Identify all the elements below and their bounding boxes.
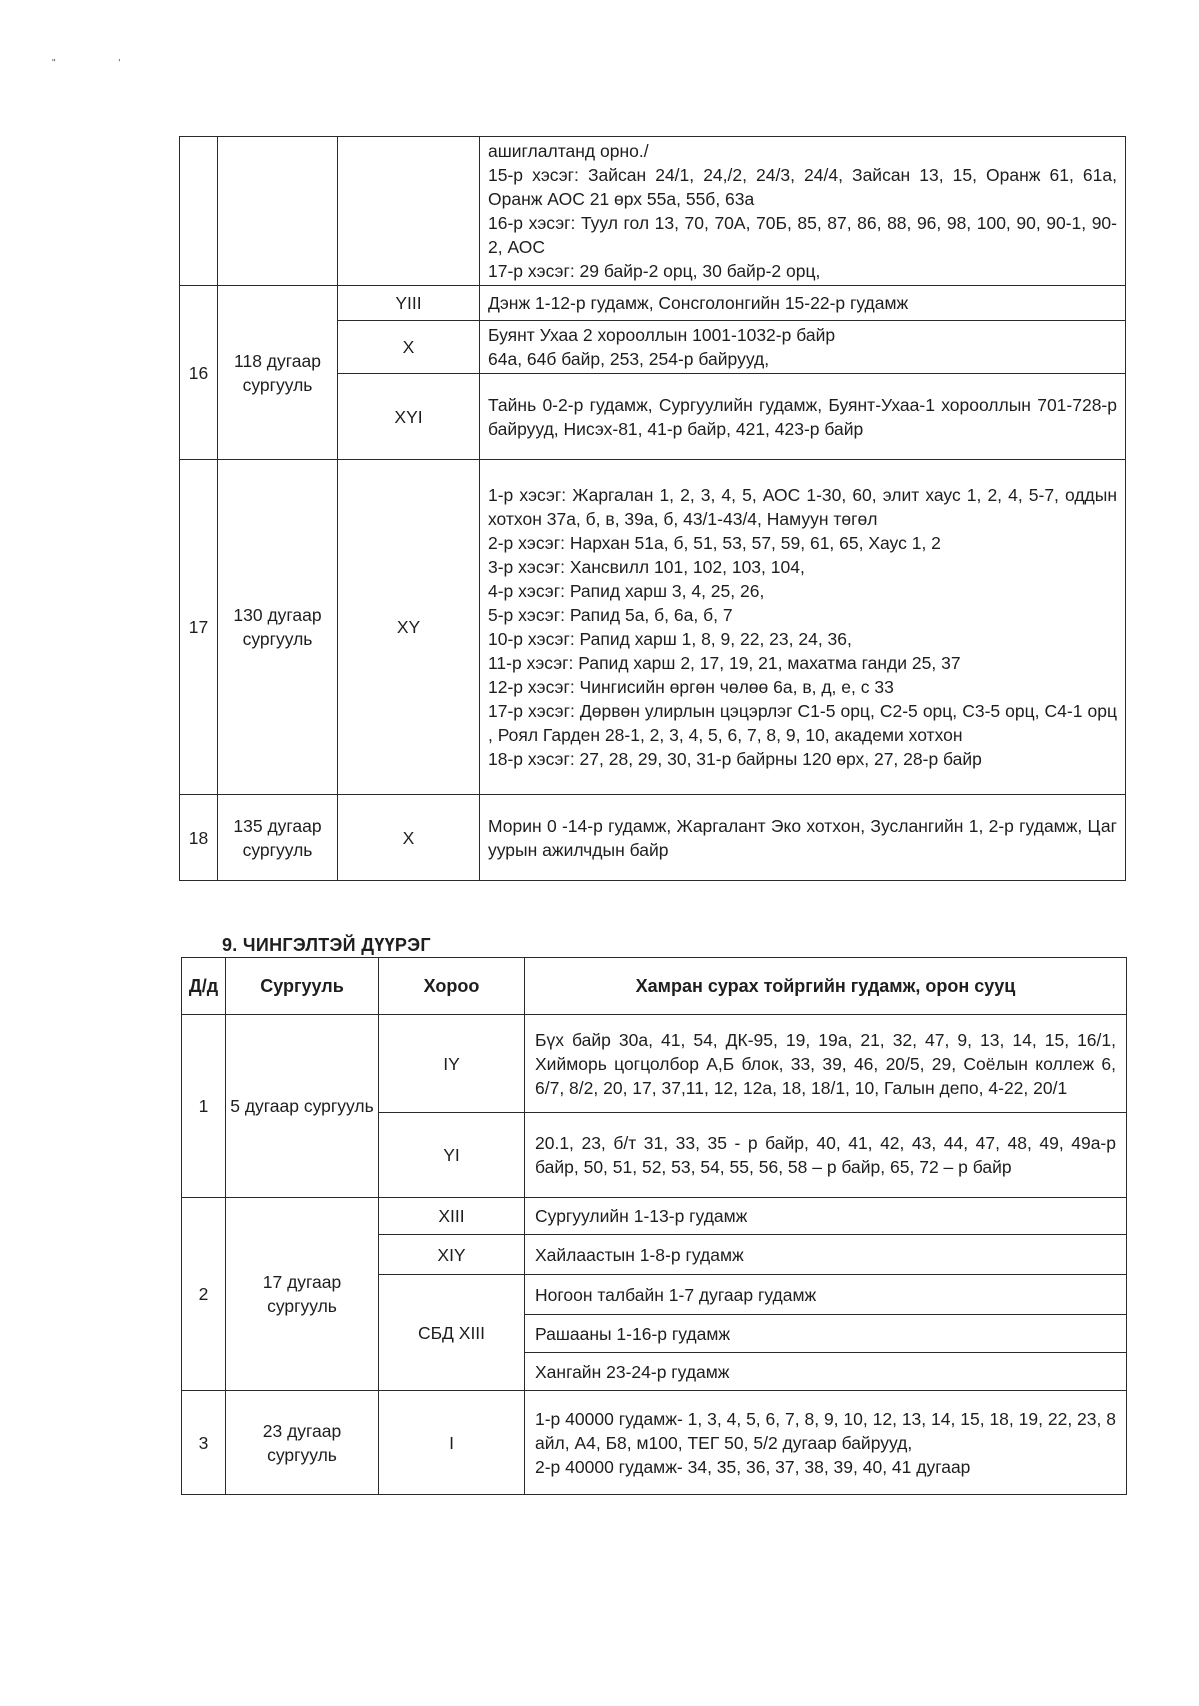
scan-mark: ": [52, 58, 56, 69]
address-cell: Сургуулийн 1-13-р гудамж: [525, 1198, 1127, 1235]
address-cell: Рашааны 1-16-р гудамж: [525, 1315, 1127, 1353]
address-cell: [480, 137, 1126, 286]
khoroo-cell: [338, 137, 480, 286]
scan-marks: [52, 58, 180, 69]
address-cell: Хангайн 23-24-р гудамж: [525, 1353, 1127, 1391]
khoroo: X: [338, 795, 480, 881]
address-line: 1-р 40000 гудамж- 1, 3, 4, 5, 6, 7, 8, 9, 10, 12, 13, 14, 15, 18, 19, 22, 23, 8 айл, А4, Б8, м100, ТЕГ 50, 5/2 дугаар байрууд,: [535, 1408, 1116, 1453]
header-row: [182, 958, 1127, 1015]
khoroo: XYI: [338, 374, 480, 460]
address-line: 4-р хэсэг: Рапид харш 3, 4, 25, 26,: [488, 581, 765, 601]
address-cell: [480, 460, 1126, 795]
header-address: Хамран сурах тойргийн гудамж, орон сууц: [525, 958, 1127, 1015]
address-cell: [525, 1391, 1127, 1495]
address-line: 64а, 64б байр, 253, 254-р байрууд,: [488, 349, 770, 369]
khoroo: XIY: [379, 1235, 525, 1275]
address-line: 11-р хэсэг: Рапид харш 2, 17, 19, 21, махатма ганди 25, 37: [488, 653, 961, 673]
khoroo: IY: [379, 1015, 525, 1113]
table-row: [182, 1198, 1127, 1235]
khoroo: X: [338, 321, 480, 374]
school-districts-table-chingeltei: [181, 957, 1127, 1495]
header-num: Д/д: [182, 958, 226, 1015]
khoroo: XIII: [379, 1198, 525, 1235]
address-line: ашиглалтанд орно./: [488, 141, 649, 161]
address-line: Буянт Ухаа 2 хорооллын 1001-1032-р байр: [488, 325, 836, 345]
address-line: 12-р хэсэг: Чингисийн өргөн чөлөө 6а, в, д, е, с 33: [488, 677, 894, 697]
school-name: 118 дугаар сургууль: [218, 286, 338, 460]
table-row: [180, 795, 1126, 881]
khoroo: YI: [379, 1113, 525, 1198]
row-number: 2: [182, 1198, 226, 1391]
address-line: 3-р хэсэг: Хансвилл 101, 102, 103, 104,: [488, 557, 805, 577]
school-districts-table-khan-uul: [179, 136, 1126, 881]
address-line: 2-р хэсэг: Нархан 51а, б, 51, 53, 57, 59, 61, 65, Хаус 1, 2: [488, 533, 941, 553]
row-number: 3: [182, 1391, 226, 1495]
school-name: 135 дугаар сургууль: [218, 795, 338, 881]
address-cell: Дэнж 1-12-р гудамж, Сонсголонгийн 15-22-р гудамж: [480, 286, 1126, 321]
address-cell: [480, 321, 1126, 374]
address-line: 15-р хэсэг: Зайсан 24/1, 24,/2, 24/3, 24/4, Зайсан 13, 15, Оранж 61, 61а, Оранж АОС 21 өрх 55а, 55б, 63а: [488, 165, 1117, 209]
school-name: 5 дугаар сургууль: [226, 1015, 379, 1198]
address-cell: Хайлаастын 1-8-р гудамж: [525, 1235, 1127, 1275]
school-name: 17 дугаар сургууль: [226, 1198, 379, 1391]
section-title: 9. ЧИНГЭЛТЭЙ ДҮҮРЭГ: [222, 935, 431, 955]
header-khoroo: Хороо: [379, 958, 525, 1015]
school-name: 130 дугаар сургууль: [218, 460, 338, 795]
address-line: 1-р хэсэг: Жаргалан 1, 2, 3, 4, 5, АОС 1-30, 60, элит хаус 1, 2, 4, 5-7, оддын хотхон 37а, б, в, 39а, б, 43/1-43/4, Намуун төгөл: [488, 485, 1117, 529]
row-number: 1: [182, 1015, 226, 1198]
scan-mark: ': [118, 58, 121, 69]
school-cell: [218, 137, 338, 286]
table-row: [182, 1015, 1127, 1113]
address-cell: Морин 0 -14-р гудамж, Жаргалант Эко хотхон, Зуслангийн 1, 2-р гудамж, Цаг уурын ажилчдын байр: [480, 795, 1126, 881]
address-line: 5-р хэсэг: Рапид 5а, б, 6а, б, 7: [488, 605, 733, 625]
num-cell: [180, 137, 218, 286]
table-row: [182, 1391, 1127, 1495]
row-number: 18: [180, 795, 218, 881]
address-line: 10-р хэсэг: Рапид харш 1, 8, 9, 22, 23, 24, 36,: [488, 629, 852, 649]
table-row: [180, 460, 1126, 795]
row-number: 16: [180, 286, 218, 460]
khoroo: I: [379, 1391, 525, 1495]
address-line: 17-р хэсэг: 29 байр-2 орц, 30 байр-2 орц,: [488, 261, 821, 281]
address-cell: Бүх байр 30а, 41, 54, ДК-95, 19, 19а, 21, 32, 47, 9, 13, 14, 15, 16/1, Хийморь цогцолбор А,Б блок, 33, 39, 46, 20/5, 29, Соёлын коллеж 6, 6/7, 8/2, 20, 17, 37,11, 12, 12а, 18, 18/1, 10, Галын депо, 4-22, 20/1: [525, 1015, 1127, 1113]
row-number: 17: [180, 460, 218, 795]
address-cell: Тайнь 0-2-р гудамж, Сургуулийн гудамж, Буянт-Ухаа-1 хорооллын 701-728-р байрууд, Нисэх-81, 41-р байр, 421, 423-р байр: [480, 374, 1126, 460]
school-name: 23 дугаар сургууль: [226, 1391, 379, 1495]
address-line: 2-р 40000 гудамж- 34, 35, 36, 37, 38, 39, 40, 41 дугаар: [535, 1456, 971, 1477]
header-school: Сургууль: [226, 958, 379, 1015]
address-cell: Ногоон талбайн 1-7 дугаар гудамж: [525, 1275, 1127, 1315]
table-row: [180, 137, 1126, 286]
table-row: [180, 286, 1126, 321]
khoroo: СБД XIII: [379, 1275, 525, 1391]
address-line: 17-р хэсэг: Дөрвөн улирлын цэцэрлэг С1-5 орц, С2-5 орц, С3-5 орц, С4-1 орц , Роял Гарден 28-1, 2, 3, 4, 5, 6, 7, 8, 9, 10, академи хотхон: [488, 701, 1117, 745]
address-line: 16-р хэсэг: Туул гол 13, 70, 70А, 70Б, 85, 87, 86, 88, 96, 98, 100, 90, 90-1, 90-2, АОС: [488, 213, 1117, 257]
khoroo: YIII: [338, 286, 480, 321]
khoroo: XY: [338, 460, 480, 795]
address-line: 18-р хэсэг: 27, 28, 29, 30, 31-р байрны 120 өрх, 27, 28-р байр: [488, 749, 982, 769]
address-cell: 20.1, 23, б/т 31, 33, 35 - р байр, 40, 41, 42, 43, 44, 47, 48, 49, 49а-р байр, 50, 51, 52, 53, 54, 55, 56, 58 – р байр, 65, 72 – р байр: [525, 1113, 1127, 1198]
